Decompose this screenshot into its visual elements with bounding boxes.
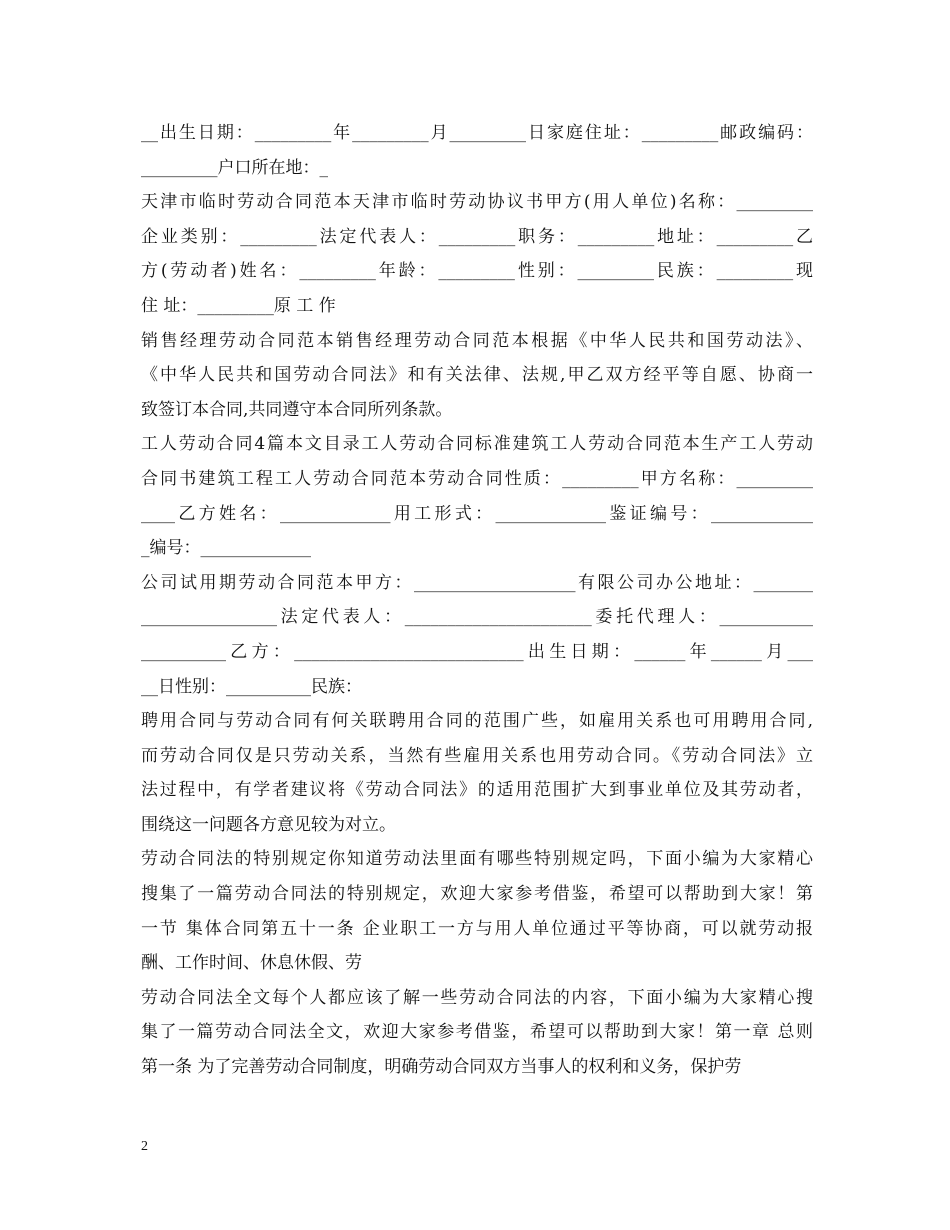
text-line: 天津市临时劳动合同范本天津市临时劳动协议书甲方(用人单位)名称：_________ — [141, 192, 813, 213]
text-line: 集了一篇劳动合同法全文，欢迎大家参考借鉴，希望可以帮助到大家！第一章 总则 — [141, 1022, 813, 1043]
text-line: 聘用合同与劳动合同有何关联聘用合同的范围广些，如雇用关系也可用聘用合同, — [141, 711, 813, 732]
text-line: 法过程中，有学者建议将《劳动合同法》的适用范围扩大到事业单位及其劳动者， — [141, 780, 813, 801]
text-line: __日性别：__________民族： — [141, 676, 362, 697]
text-line: 劳动合同法全文每个人都应该了解一些劳动合同法的内容，下面小编为大家精心搜 — [141, 987, 813, 1008]
text-line: _编号：_____________ — [141, 538, 311, 559]
text-line: 《中华人民共和国劳动合同法》和有关法律、法规,甲乙双方经平等自愿、协商一 — [141, 365, 813, 386]
paragraph — [141, 704, 813, 842]
paragraph — [141, 427, 813, 565]
text-line: 酬、工作时间、休息休假、劳 — [141, 953, 362, 974]
text-line: 住 址：_________原 工 作 — [141, 295, 336, 316]
paragraph — [141, 566, 813, 704]
text-line: 围绕这一问题各方意见较为对立。 — [141, 814, 396, 835]
text-line: 一节 集体合同第五十一条 企业职工一方与用人单位通过平等协商，可以就劳动报 — [141, 918, 813, 939]
text-line: __出生日期：_________年_________月_________日家庭住址：_________邮政编码： — [141, 123, 813, 143]
text-line: 致签订本合同,共同遵守本合同所列条款。 — [141, 399, 453, 420]
document-body — [141, 116, 813, 1085]
paragraph — [141, 324, 813, 428]
text-line: 工人劳动合同4篇本文目录工人劳动合同标准建筑工人劳动合同范本生产工人劳动 — [141, 434, 813, 455]
text-line: 第一条 为了完善劳动合同制度，明确劳动合同双方当事人的权利和义务，保护劳 — [141, 1057, 742, 1078]
paragraph — [141, 185, 813, 323]
paragraph — [141, 116, 813, 185]
text-line: _________户口所在地：_ — [141, 157, 328, 178]
text-line: ____乙方姓名：_____________用工形式：_____________鉴证编号：____________ — [141, 503, 813, 524]
text-line: 公司试用期劳动合同范本甲方：___________________有限公司办公地址：_______ — [141, 572, 813, 593]
text-line: 劳动合同法的特别规定你知道劳动法里面有哪些特别规定吗，下面小编为大家精心 — [141, 849, 813, 870]
text-line: __________乙方：___________________________出生日期：______年______月___ — [141, 641, 813, 662]
page-number: 2 — [141, 1139, 148, 1154]
text-line: 合同书建筑工程工人劳动合同范本劳动合同性质：_________甲方名称：_________ — [141, 468, 813, 489]
text-line: ________________法定代表人：______________________委托代理人：___________ — [141, 607, 813, 628]
text-line: 企业类别：_________法定代表人：_________职务：_________地址：_________乙 — [141, 226, 813, 247]
text-line: 销售经理劳动合同范本销售经理劳动合同范本根据《中华人民共和国劳动法》、 — [141, 330, 813, 351]
text-line: 搜集了一篇劳动合同法的特别规定，欢迎大家参考借鉴，希望可以帮助到大家！第 — [141, 884, 813, 905]
paragraph — [141, 981, 813, 1085]
paragraph — [141, 842, 813, 980]
text-line: 而劳动合同仅是只劳动关系，当然有些雇用关系也用劳动合同。《劳动合同法》立 — [141, 745, 813, 766]
text-line: 方(劳动者)姓名：_________年龄：_________性别：_________民族：_________现 — [141, 261, 813, 282]
